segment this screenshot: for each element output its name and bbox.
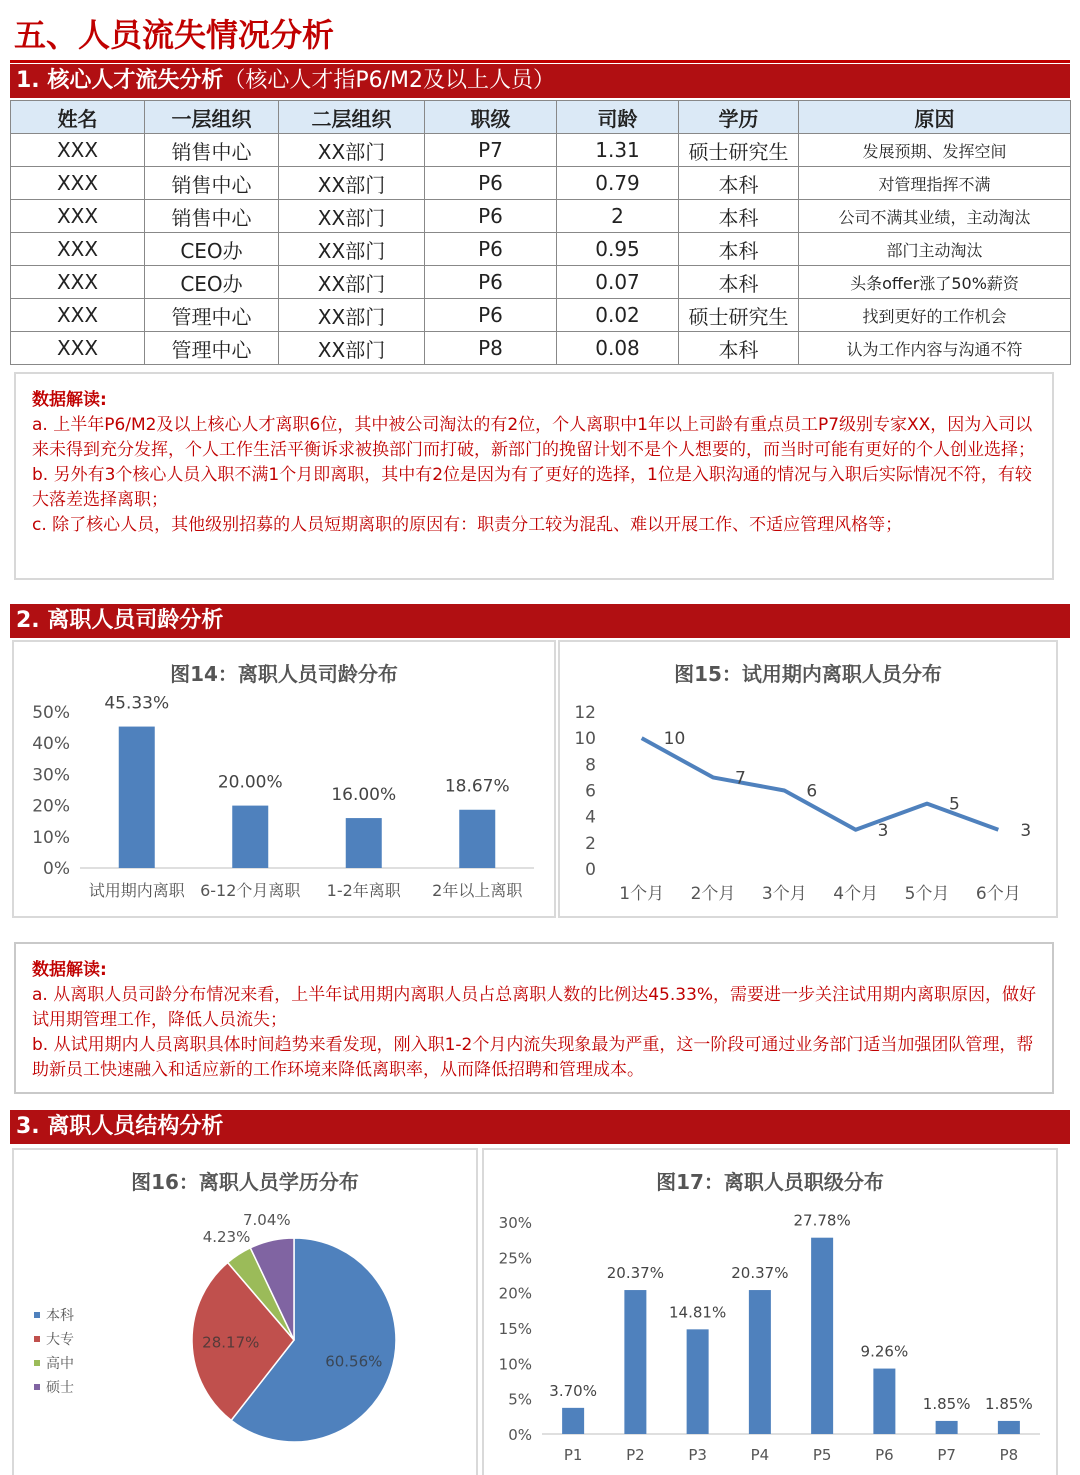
data-label: 28.17% [202, 1333, 260, 1352]
bar [346, 818, 382, 868]
y-tick-label: 0 [585, 860, 596, 880]
table-cell: 0.79 [557, 167, 679, 200]
table-header-row [11, 101, 1071, 134]
note-line: a. 上半年P6/M2及以上核心人才离职6位，其中被公司淘汰的有2位，个人离职中1年以上司龄有重点员工P7级别专家XX，因为入司以来未得到充分发挥，个人工作生活平衡诉求被换部门而打破，新部门的挽留计划不是个人想要的，而当时可能有更好的个人创业选择； [32, 415, 1035, 460]
data-label: 6 [806, 781, 818, 802]
bar [232, 806, 268, 868]
y-tick-label: 4 [585, 807, 596, 828]
data-label: 3 [1020, 820, 1032, 841]
section3-title: 3. 离职人员结构分析 [16, 1114, 224, 1139]
section2-note [14, 942, 1054, 1094]
table-cell: XXX [11, 299, 145, 332]
data-label: 18.67% [444, 776, 510, 797]
table-cell: 本科 [679, 266, 799, 299]
bar [624, 1290, 646, 1434]
note-head: 数据解读: [32, 960, 107, 980]
table-cell: 硕士研究生 [679, 134, 799, 167]
y-tick-label: 12 [574, 703, 596, 723]
legend-label: 大专 [46, 1332, 74, 1348]
table-cell: P6 [425, 266, 557, 299]
data-label: 9.26% [860, 1342, 909, 1361]
table-cell: P6 [425, 167, 557, 200]
bar [873, 1369, 895, 1434]
bar [811, 1238, 833, 1434]
chart17-svg [484, 1150, 1056, 1475]
title-rule [10, 60, 1070, 63]
table-cell: 本科 [679, 233, 799, 266]
chart14-svg [14, 642, 554, 916]
legend-swatch [34, 1384, 40, 1390]
bar [119, 727, 155, 868]
bar [936, 1421, 958, 1434]
y-tick-label: 30% [32, 765, 70, 786]
x-tick-label: 2个月 [690, 884, 736, 904]
table-cell: P6 [425, 299, 557, 332]
data-label: 3 [877, 820, 889, 841]
table-cell: 部门主动淘汰 [799, 233, 1071, 266]
table-cell: 销售中心 [145, 167, 279, 200]
data-label: 10 [663, 729, 686, 750]
note-line: c. 除了核心人员，其他级别招募的人员短期离职的原因有：职责分工较为混乱、难以开展工作、不适应管理风格等； [32, 515, 903, 535]
col-header: 学历 [679, 101, 799, 134]
table-cell: XXX [11, 266, 145, 299]
table-cell: XX部门 [279, 299, 425, 332]
note-line: b. 从试用期内人员离职具体时间趋势来看发现，刚入职1-2个月内流失现象最为严重，这一阶段可通过业务部门适当加强团队管理，帮助新员工快速融入和适应新的工作环境来降低离职率，从而降低招聘和管理成本。 [32, 1035, 1034, 1080]
chart17-panel [482, 1148, 1058, 1475]
data-label: 20.37% [606, 1264, 664, 1283]
chart14-panel [12, 640, 556, 918]
x-tick-label: 6个月 [975, 884, 1021, 904]
chart15-panel [558, 640, 1058, 918]
x-tick-label: 6-12个月离职 [200, 881, 301, 900]
x-tick-label: 1个月 [619, 884, 665, 904]
table-cell: 2 [557, 200, 679, 233]
x-tick-label: P5 [812, 1446, 832, 1464]
data-label: 45.33% [104, 693, 170, 714]
page-title: 五、人员流失情况分析 [14, 16, 335, 54]
table-row [11, 134, 1071, 167]
y-tick-label: 10% [32, 827, 70, 848]
data-label: 20.00% [217, 772, 283, 793]
y-tick-label: 2 [585, 833, 596, 854]
y-tick-label: 8 [585, 755, 596, 776]
table-cell: XXX [11, 200, 145, 233]
table-row [11, 233, 1071, 266]
y-tick-label: 40% [32, 734, 70, 755]
table-cell: XX部门 [279, 167, 425, 200]
y-tick-label: 0% [43, 859, 70, 879]
data-label: 27.78% [793, 1211, 851, 1230]
table-cell: 销售中心 [145, 134, 279, 167]
data-label: 14.81% [669, 1303, 727, 1322]
data-label: 5 [949, 794, 960, 815]
table-cell: 销售中心 [145, 200, 279, 233]
col-header: 职级 [425, 101, 557, 134]
data-label: 1.85% [985, 1394, 1033, 1413]
y-tick-label: 6 [585, 781, 596, 802]
table-cell: P7 [425, 134, 557, 167]
table-row [11, 266, 1071, 299]
legend-swatch [34, 1336, 40, 1342]
col-header: 一层组织 [145, 101, 279, 134]
data-label: 7.04% [242, 1211, 291, 1230]
chart16-title: 图16：离职人员学历分布 [131, 1170, 359, 1194]
section1-note [14, 372, 1054, 580]
table-cell: 本科 [679, 332, 799, 365]
bar [687, 1329, 709, 1434]
data-label: 4.23% [202, 1227, 251, 1246]
chart15-svg [560, 642, 1056, 916]
table-cell: 0.07 [557, 266, 679, 299]
table-cell: P6 [425, 200, 557, 233]
chart15-title: 图15：试用期内离职人员分布 [674, 662, 942, 686]
x-tick-label: 3个月 [761, 884, 807, 904]
y-tick-label: 20% [498, 1284, 532, 1303]
note-line: b. 另外有3个核心人员入职不满1个月即离职，其中有2位是因为有了更好的选择，1位是入职沟通的情况与入职后实际情况不符，有较大落差选择离职； [32, 465, 1032, 510]
table-cell: 本科 [679, 200, 799, 233]
table-cell: 1.31 [557, 134, 679, 167]
table-cell: 0.02 [557, 299, 679, 332]
x-tick-label: P6 [875, 1446, 894, 1464]
core-talent-table [10, 100, 1071, 365]
chart14-title: 图14：离职人员司龄分布 [170, 662, 398, 686]
col-header: 姓名 [11, 101, 145, 134]
table-cell: 对管理指挥不满 [799, 167, 1071, 200]
x-tick-label: 4个月 [833, 884, 879, 904]
table-cell: XXX [11, 233, 145, 266]
section1-title: 1. 核心人才流失分析 [16, 68, 224, 93]
note-line: a. 从离职人员司龄分布情况来看，上半年试用期内离职人员占总离职人数的比例达45.33%，需要进一步关注试用期内离职原因，做好试用期管理工作，降低人员流失； [32, 985, 1037, 1030]
data-label: 60.56% [325, 1352, 383, 1371]
table-cell: P8 [425, 332, 557, 365]
col-header: 原因 [799, 101, 1071, 134]
bar [749, 1290, 771, 1434]
table-cell: 0.95 [557, 233, 679, 266]
table-cell: XX部门 [279, 266, 425, 299]
bar [459, 810, 495, 868]
table-cell: XX部门 [279, 233, 425, 266]
table-cell: XXX [11, 134, 145, 167]
y-tick-label: 50% [32, 703, 70, 723]
col-header: 司龄 [557, 101, 679, 134]
table-cell: XX部门 [279, 134, 425, 167]
table-cell: XXX [11, 332, 145, 365]
x-tick-label: P4 [750, 1446, 770, 1464]
chart16-svg [14, 1150, 476, 1475]
section2-header [10, 604, 1070, 638]
data-label: 1.85% [922, 1394, 971, 1413]
table-cell: 本科 [679, 167, 799, 200]
y-tick-label: 10% [498, 1355, 532, 1374]
x-tick-label: 5个月 [904, 884, 950, 904]
bar [998, 1421, 1020, 1434]
x-tick-label: 2年以上离职 [432, 881, 523, 900]
x-tick-label: P2 [626, 1446, 645, 1464]
col-header: 二层组织 [279, 101, 425, 134]
y-tick-label: 10 [574, 729, 596, 750]
table-cell: 0.08 [557, 332, 679, 365]
legend-swatch [34, 1312, 40, 1318]
x-tick-label: 试用期内离职 [88, 881, 185, 900]
y-tick-label: 25% [498, 1249, 532, 1268]
table-row [11, 200, 1071, 233]
y-tick-label: 5% [508, 1390, 532, 1409]
x-tick-label: P7 [937, 1446, 956, 1464]
section1-header [10, 64, 1070, 98]
table-cell: XXX [11, 167, 145, 200]
x-tick-label: 1-2年离职 [326, 881, 401, 900]
table-cell: XX部门 [279, 332, 425, 365]
y-tick-label: 0% [508, 1426, 532, 1444]
table-cell: CEO办 [145, 233, 279, 266]
table-cell: CEO办 [145, 266, 279, 299]
legend-swatch [34, 1360, 40, 1366]
table-cell: XX部门 [279, 200, 425, 233]
table-cell: 硕士研究生 [679, 299, 799, 332]
y-tick-label: 30% [498, 1214, 532, 1232]
legend-label: 硕士 [46, 1380, 74, 1396]
data-label: 16.00% [331, 785, 397, 806]
y-tick-label: 15% [498, 1320, 532, 1338]
legend-label: 高中 [46, 1356, 74, 1372]
table-cell: 找到更好的工作机会 [799, 299, 1071, 332]
table-cell: 头条offer涨了50%薪资 [799, 266, 1071, 299]
legend-label: 本科 [46, 1308, 74, 1324]
table-cell: 管理中心 [145, 299, 279, 332]
section2-title: 2. 离职人员司龄分析 [16, 608, 224, 633]
section3-header [10, 1110, 1070, 1144]
data-label: 20.37% [731, 1264, 789, 1283]
note-head: 数据解读: [32, 390, 107, 410]
table-cell: 认为工作内容与沟通不符 [799, 332, 1071, 365]
x-tick-label: P8 [999, 1446, 1019, 1464]
table-row [11, 332, 1071, 365]
x-tick-label: P3 [688, 1446, 707, 1464]
y-tick-label: 20% [32, 796, 70, 817]
x-tick-label: P1 [563, 1446, 583, 1464]
data-label: 3.70% [549, 1381, 597, 1400]
section1-subtitle: （核心人才指P6/M2及以上人员） [223, 68, 555, 93]
chart17-title: 图17：离职人员职级分布 [656, 1170, 884, 1194]
table-cell: 管理中心 [145, 332, 279, 365]
data-label: 7 [735, 768, 746, 789]
table-row [11, 167, 1071, 200]
table-cell: 发展预期、发挥空间 [799, 134, 1071, 167]
chart16-panel [12, 1148, 478, 1475]
bar [562, 1408, 584, 1434]
table-row [11, 299, 1071, 332]
series-line [642, 738, 999, 830]
table-cell: 公司不满其业绩，主动淘汰 [799, 200, 1071, 233]
table-cell: P6 [425, 233, 557, 266]
